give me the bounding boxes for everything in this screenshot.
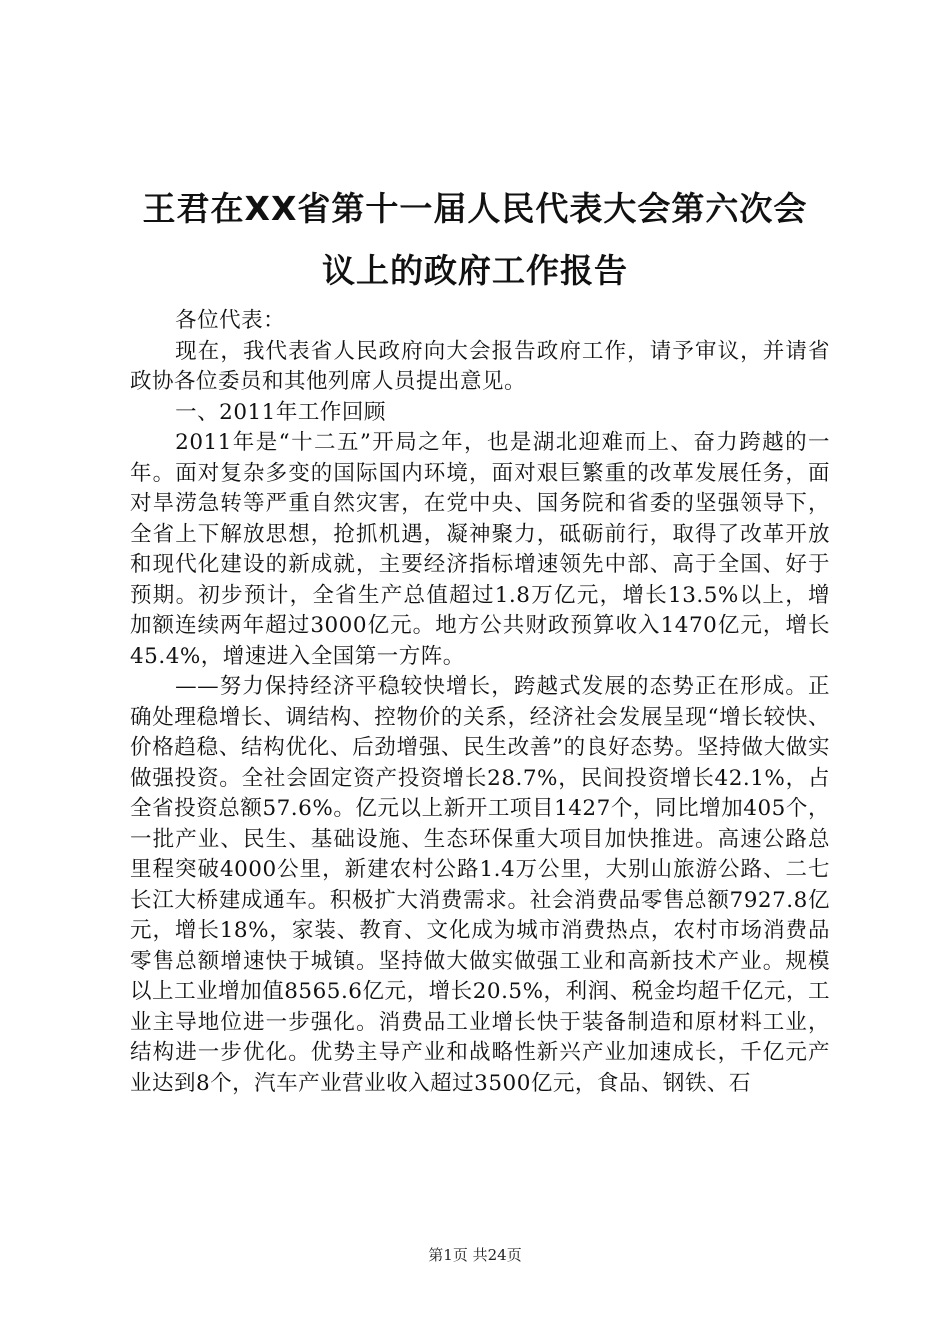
title-line-2: 议上的政府工作报告 [322, 251, 628, 290]
section-heading: 一、2011年工作回顾 [175, 399, 386, 425]
salutation: 各位代表： [175, 308, 286, 333]
page-number: 第1页 共24页 [428, 1246, 522, 1264]
paragraph-intro: 现在，我代表省人民政府向大会报告政府工作，请予审议，并请省政协各位委员和其他列席人员提出意见。 [130, 338, 830, 394]
paragraph-review: 2011年是“十二五”开局之年，也是湖北迎难而上、奋力跨越的一年。面对复杂多变的国际国内环境，面对艰巨繁重的改革发展任务，面对旱涝急转等严重自然灾害，在党中央、国务院和省委的坚强领导下，全省上下解放思想，抢抓机遇，凝神聚力，砥砺前行，取得了改革开放和现代化建设的新成就，主要经济指标增速领先中部、高于全国、好于预期。初步预计，全省生产总值超过1.8万亿元，增长13.5%以上，增加额连续两年超过3000亿元。地方公共财政预算收入1470亿元，增长45.4%，增速进入全国第一方阵。 [130, 430, 830, 669]
title-line-1: 王君在XX省第十一届人民代表大会第六次会 [142, 189, 808, 228]
paragraph-growth: ——努力保持经济平稳较快增长，跨越式发展的态势正在形成。正确处理稳增长、调结构、控物价的关系，经济社会发展呈现“增长较快、价格趋稳、结构优化、后劲增强、民生改善”的良好态势。坚持做大做实做强投资。全社会固定资产投资增长28.7%，民间投资增长42.1%，占全省投资总额57.6%。亿元以上新开工项目1427个，同比增加405个，一批产业、民生、基础设施、生态环保重大项目加快推进。高速公路总里程突破4000公里，新建农村公路1.4万公里，大别山旅游公路、二七长江大桥建成通车。积极扩大消费需求。社会消费品零售总额7927.8亿元，增长18%，家装、教育、文化成为城市消费热点，农村市场消费品零售总额增速快于城镇。坚持做大做实做强工业和高新技术产业。规模以上工业增加值8565.6亿元，增长20.5%，利润、税金均超千亿元，工业主导地位进一步强化。消费品工业增长快于装备制造和原材料工业，结构进一步优化。优势主导产业和战略性新兴产业加速成长，千亿元产业达到8个，汽车产业营业收入超过3500亿元，食品、钢铁、石 [130, 674, 830, 1096]
document-body [130, 306, 830, 1099]
document-title [100, 178, 850, 302]
